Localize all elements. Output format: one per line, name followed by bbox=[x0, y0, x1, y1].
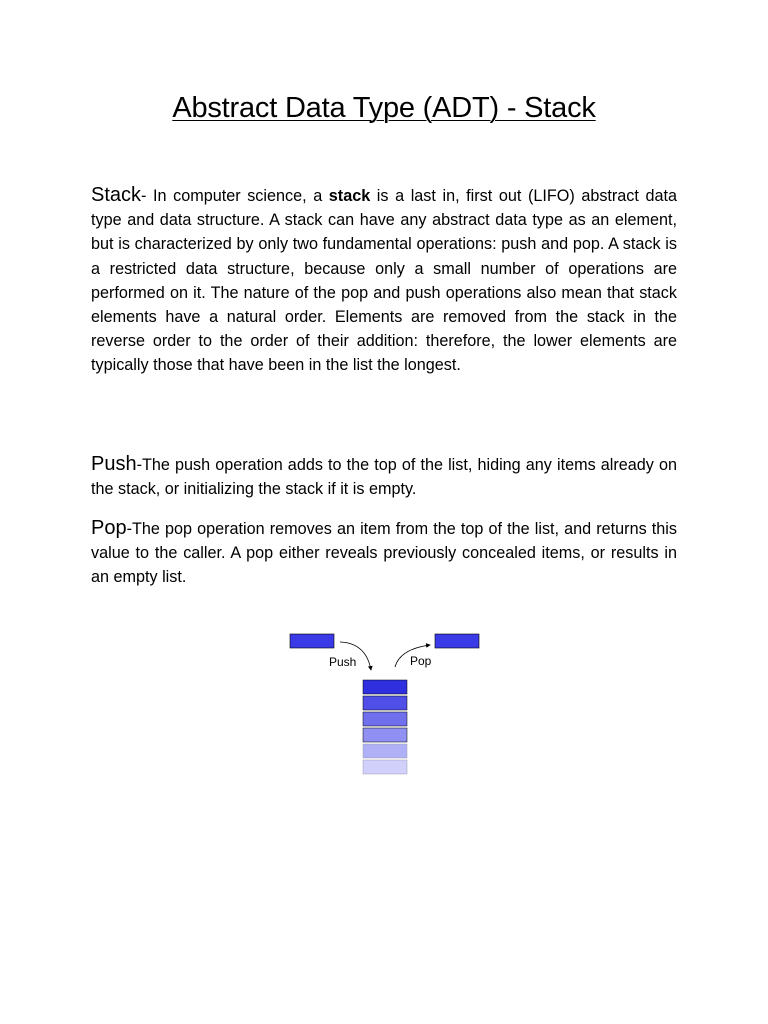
pop-label: Pop bbox=[410, 654, 432, 668]
stack-diagram bbox=[280, 625, 490, 785]
pop-paragraph bbox=[91, 516, 677, 590]
push-item-block bbox=[290, 634, 334, 648]
pop-term: Pop bbox=[91, 517, 127, 539]
stack-text-1: In computer science, a bbox=[153, 187, 329, 205]
stack-cell bbox=[363, 712, 407, 726]
stack-cell bbox=[363, 680, 407, 694]
page-title: Abstract Data Type (ADT) - Stack bbox=[172, 92, 596, 124]
stack-bold-term: stack bbox=[328, 187, 371, 205]
pop-text: -The pop operation removes an item from the top of the list, and returns this value to the caller. A pop either reveals previously concealed items, or results in an empty list. bbox=[91, 520, 677, 587]
push-label: Push bbox=[329, 655, 357, 669]
stack-text-2: is a last in, first out (LIFO) abstract data type and data structure. A stack can have any abstract data type as an element, but is characterized by only two fundamental operations: push and pop. A stack is a restricted data structure, because only a small number of operations are performed on it. The nature of the pop and push operations also mean that stack elements have a natural order. Elements are removed from the stack in the reverse order to the order of their addition: therefore, the lower elements are typically those that have been in the list the longest. bbox=[91, 187, 677, 375]
pop-item-block bbox=[435, 634, 479, 648]
stack-separator: - bbox=[141, 187, 154, 205]
stack-cell bbox=[363, 744, 407, 758]
stack-cell bbox=[363, 760, 407, 774]
push-text: -The push operation adds to the top of the list, hiding any items already on the stack, or initializing the stack if it is empty. bbox=[91, 456, 677, 499]
push-term: Push bbox=[91, 453, 137, 475]
stack-term: Stack bbox=[91, 184, 142, 206]
stack-paragraph bbox=[91, 183, 677, 378]
stack-cells bbox=[363, 680, 407, 774]
stack-cell bbox=[363, 728, 407, 742]
push-paragraph bbox=[91, 452, 677, 501]
stack-cell bbox=[363, 696, 407, 710]
